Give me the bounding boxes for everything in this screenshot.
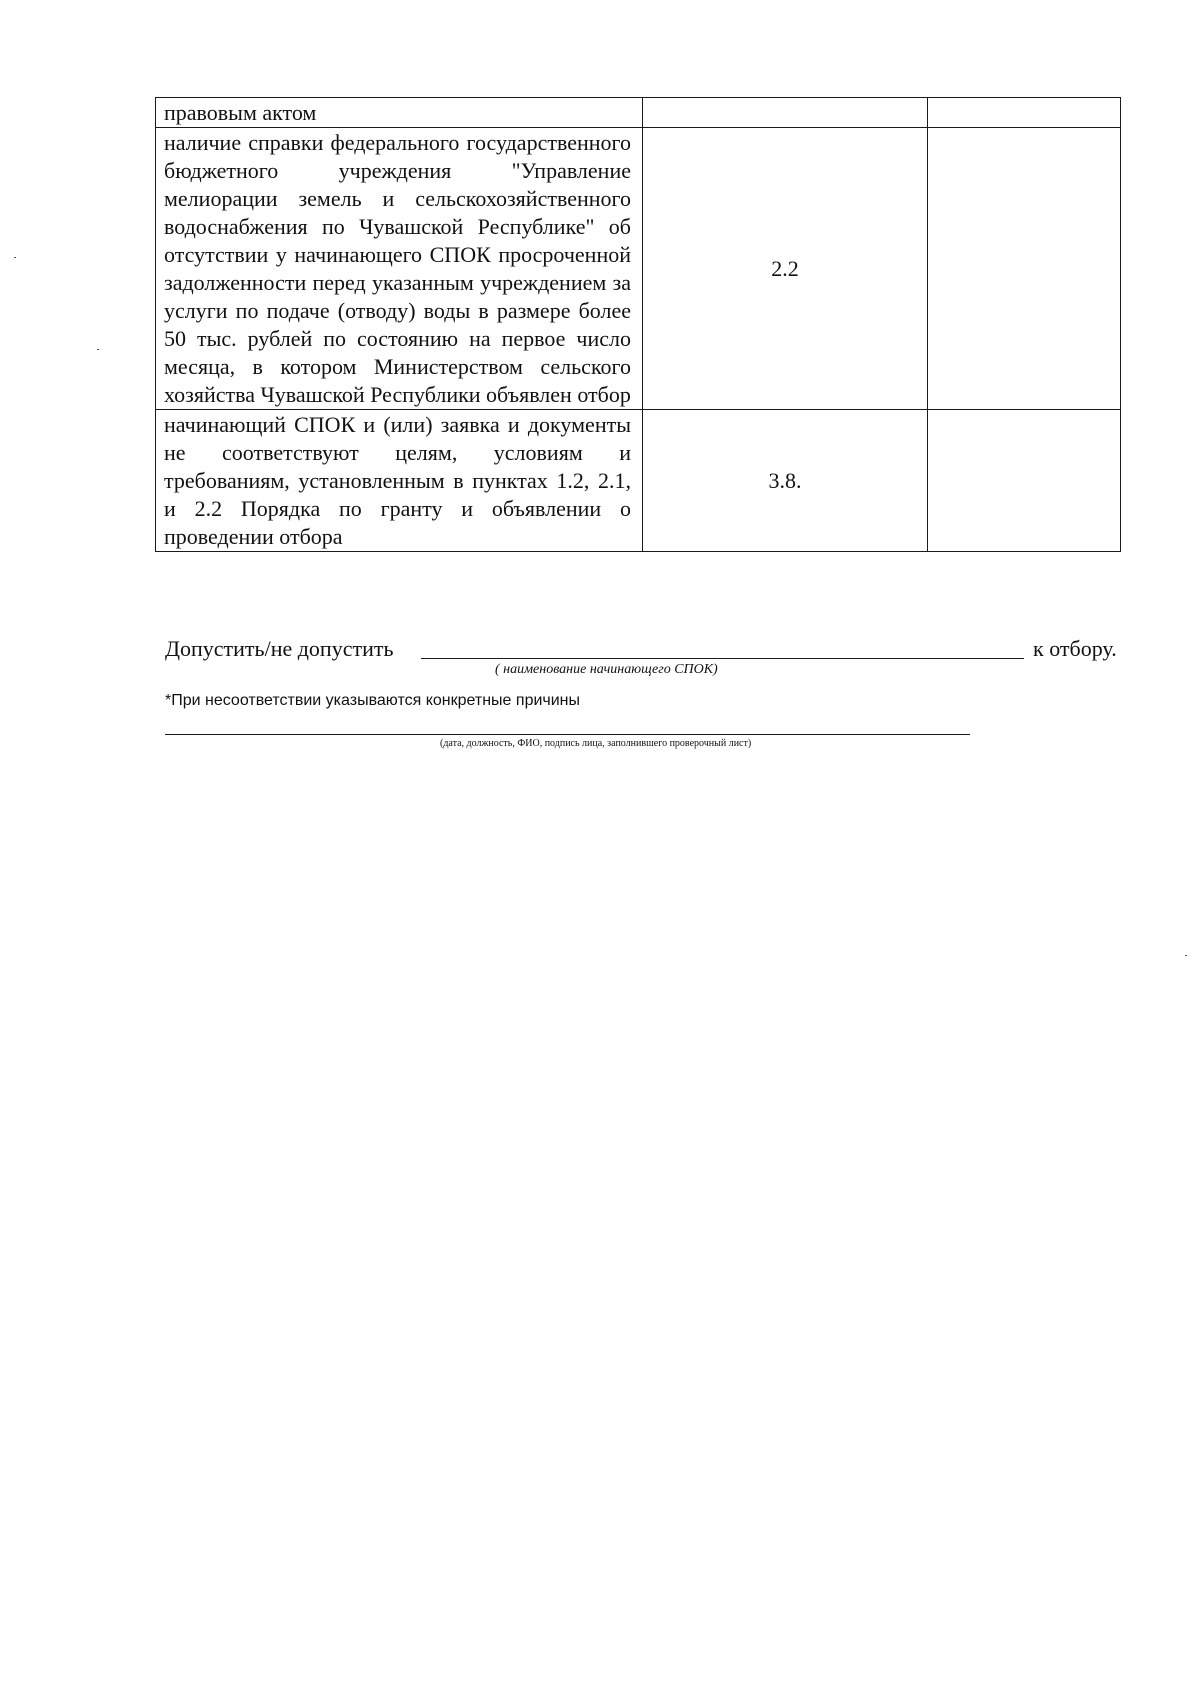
checklist-table xyxy=(155,97,1121,552)
requirement-cell: правовым актом xyxy=(156,98,643,128)
signature-line xyxy=(165,734,970,735)
decision-suffix: к отбору. xyxy=(1033,636,1117,661)
table-row xyxy=(156,128,1121,410)
mark-cell xyxy=(928,410,1121,552)
signature-hint: (дата, должность, ФИО, подпись лица, заполнившего проверочный лист) xyxy=(440,738,752,749)
point-cell: 2.2 xyxy=(643,128,928,410)
spok-name-hint: ( наименование начинающего СПОК) xyxy=(495,662,718,677)
decision-label: Допустить/не допустить xyxy=(165,636,394,661)
spok-name-blank xyxy=(421,658,1024,659)
table-row xyxy=(156,98,1121,128)
mark-cell xyxy=(928,98,1121,128)
footnote: *При несоответствии указываются конкретные причины xyxy=(165,692,581,709)
table-row xyxy=(156,410,1121,552)
point-cell xyxy=(643,98,928,128)
requirement-cell: наличие справки федерального государственного бюджетного учреждения "Управление мелиорации земель и сельскохозяйственного водоснабжения по Чувашской Республике" об отсутствии у начинающего СПОК просроченной задолженности перед указанным учреждением за услуги по подаче (отводу) воды в размере более 50 тыс. рублей по состоянию на первое число месяца, в котором Министерством сельского хозяйства Чувашской Республики объявлен отбор xyxy=(156,128,643,410)
decision-line xyxy=(165,636,1125,676)
requirement-cell: начинающий СПОК и (или) заявка и документы не соответствуют целям, условиям и требованиям, установленным в пунктах 1.2, 2.1, и 2.2 Порядка по гранту и объявлении о проведении отбора xyxy=(156,410,643,552)
scan-speck xyxy=(14,257,16,258)
scan-speck xyxy=(1185,955,1187,956)
point-cell: 3.8. xyxy=(643,410,928,552)
scan-speck xyxy=(97,349,99,350)
mark-cell xyxy=(928,128,1121,410)
